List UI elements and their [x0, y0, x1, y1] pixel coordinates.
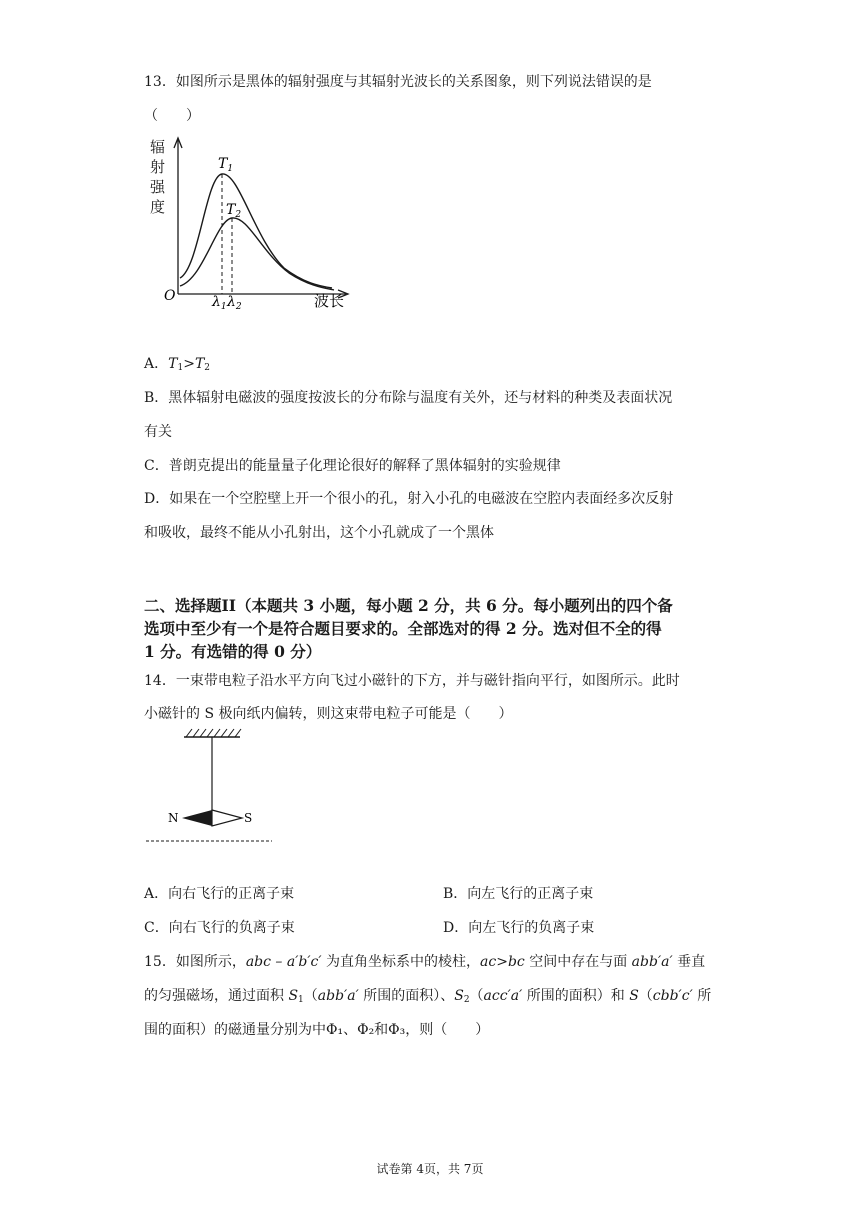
x-axis-label: 波长: [314, 292, 345, 310]
y-label-char-4: 度: [150, 198, 166, 216]
south-label: S: [244, 811, 253, 825]
y-label-char-1: 辐: [150, 138, 166, 156]
q15-stem-line3: 围的面积）的磁通量分别为中Φ₁、Φ₂和Φ₃，则（ ）: [144, 1022, 490, 1038]
compass-needle-figure: [144, 726, 274, 848]
origin-label: O: [164, 288, 176, 304]
q13-stem: 13．如图所示是黑体的辐射强度与其辐射光波长的关系图象，则下列说法错误的是: [144, 74, 652, 90]
north-label: N: [168, 811, 179, 825]
y-label-char-2: 射: [150, 158, 166, 176]
q14-option-c: C．向右飞行的负离子束: [144, 920, 295, 936]
q15-stem-line1: 15．如图所示，abc – a′b′c′ 为直角坐标系中的棱柱，ac>bc 空间中存在与面 abb′a′ 垂直: [144, 954, 706, 970]
opt-a-t2: T: [194, 356, 205, 372]
opt-a-gt: >: [183, 356, 195, 372]
lambda1-label: $\lambda_1$: [212, 294, 227, 312]
needle-south-half: [212, 810, 242, 826]
section2-heading-line1: 二、选择题II（本题共 3 小题，每小题 2 分，共 6 分。每小题列出的四个备: [144, 596, 673, 615]
section2-heading-line3: 1 分。有选错的得 0 分）: [144, 642, 322, 661]
curve-t2: [180, 218, 334, 290]
q13-option-d-line1: D．如果在一个空腔壁上开一个很小的孔，射入小孔的电磁波在空腔内表面经多次反射: [144, 491, 674, 507]
q13-answer-paren: （ ）: [144, 108, 200, 124]
q13-option-b-line2: 有关: [144, 424, 172, 440]
q13-option-b-line1: B．黑体辐射电磁波的强度按波长的分布除与温度有关外，还与材料的种类及表面状况: [144, 390, 673, 406]
needle-north-half: [182, 810, 212, 826]
section2-heading-line2: 选项中至少有一个是符合题目要求的。全部选对的得 2 分。选对但不全的得: [144, 619, 662, 638]
q14-option-d: D．向左飞行的负离子束: [443, 920, 595, 936]
opt-a-t1-sub: 1: [177, 363, 184, 373]
q13-option-d-line2: 和吸收，最终不能从小孔射出，这个小孔就成了一个黑体: [144, 525, 494, 541]
q13-option-c: C．普朗克提出的能量量子化理论很好的解释了黑体辐射的实验规律: [144, 458, 561, 474]
y-label-char-3: 强: [150, 178, 166, 196]
opt-a-t2-sub: 2: [204, 363, 211, 373]
opt-a-t1: T: [168, 356, 178, 372]
q14-option-b: B．向左飞行的正离子束: [443, 886, 594, 902]
t2-label: $T_2$: [226, 202, 242, 220]
q14-option-a: A．向右飞行的正离子束: [144, 886, 295, 902]
page-footer: 试卷第 4页，共 7页: [376, 1162, 484, 1176]
q15-stem-line2: 的匀强磁场，通过面积 $S_1(abb'a'$ 所围的面积）、$S_2(acc'a'$ 所围的面积）和 S（cbb′c′ 所: [144, 988, 712, 1005]
q14-stem-line2: 小磁针的 S 极向纸内偏转，则这束带电粒子可能是（ ）: [144, 706, 513, 722]
blackbody-radiation-figure: [144, 128, 364, 314]
q14-stem-line1: 14．一束带电粒子沿水平方向飞过小磁针的下方，并与磁针指向平行，如图所示。此时: [144, 673, 680, 689]
option-a-prefix: A．: [144, 356, 169, 372]
t1-label: $T_1$: [218, 156, 234, 174]
curve-t1: [180, 174, 332, 288]
lambda2-label: $\lambda_2$: [227, 294, 242, 312]
support-hatching: [186, 729, 241, 737]
q13-option-a: [144, 354, 210, 378]
